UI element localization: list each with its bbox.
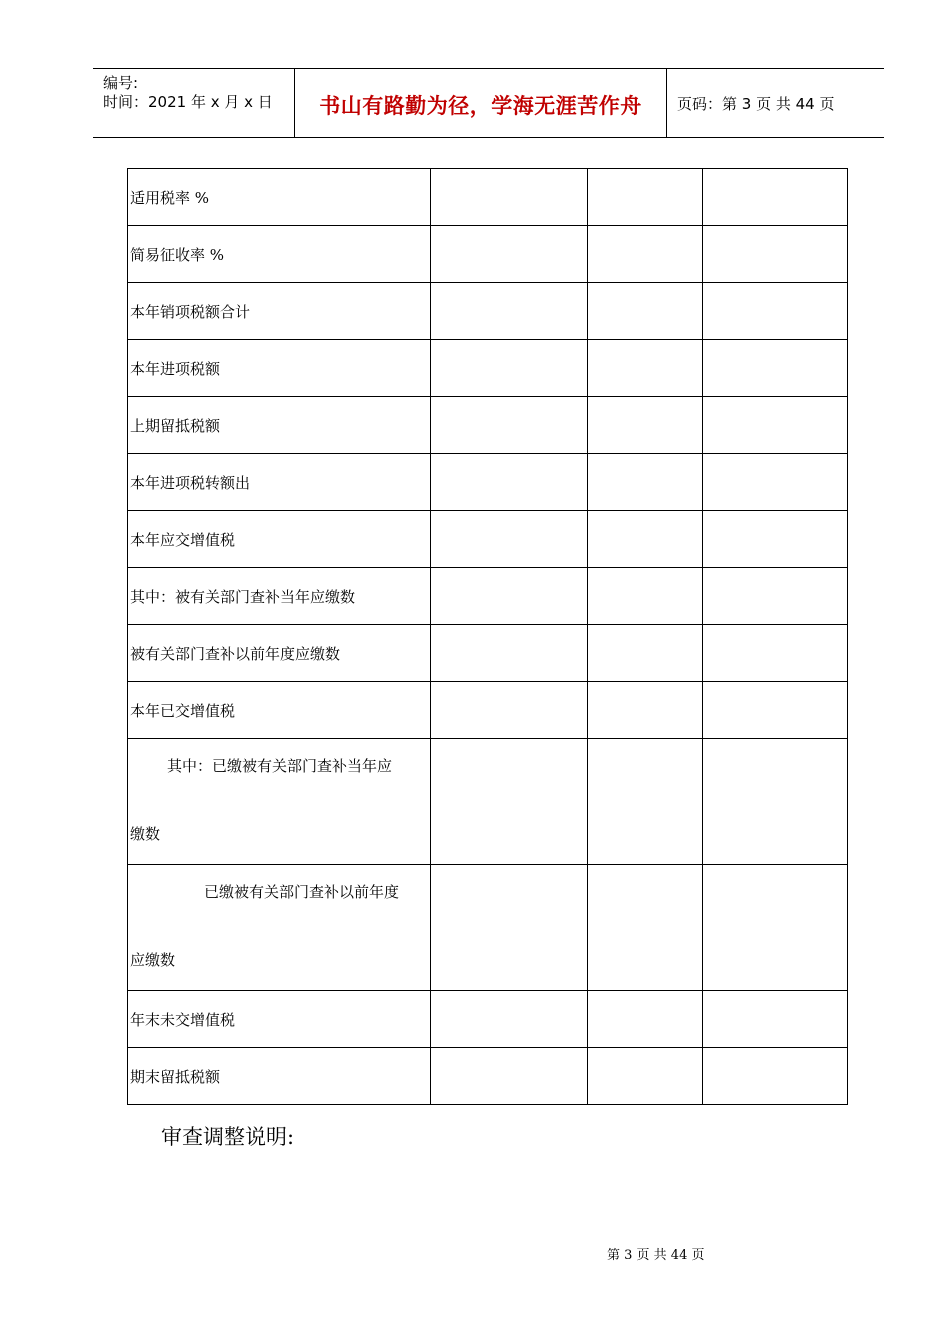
table-row (128, 568, 848, 625)
table-row (128, 454, 848, 511)
value-cell[interactable] (588, 568, 703, 625)
header-motto-cell (295, 69, 667, 137)
value-cell[interactable] (703, 1048, 848, 1105)
serial-label: 编号: (103, 74, 139, 92)
value-cell[interactable] (588, 283, 703, 340)
value-cell[interactable] (431, 397, 588, 454)
table-row (128, 511, 848, 568)
value-cell[interactable] (588, 865, 703, 991)
value-cell[interactable] (703, 568, 848, 625)
value-cell[interactable] (588, 169, 703, 226)
value-cell[interactable] (703, 625, 848, 682)
value-cell[interactable] (431, 739, 588, 865)
row-label: 本年进项税转额出 (128, 454, 431, 511)
value-cell[interactable] (588, 1048, 703, 1105)
value-cell[interactable] (703, 454, 848, 511)
table-row (128, 739, 848, 865)
value-cell[interactable] (588, 511, 703, 568)
vat-review-table (127, 168, 848, 1105)
row-label-line1: 已缴被有关部门查补以前年度 (204, 883, 400, 901)
row-label-multiline (128, 865, 431, 991)
value-cell[interactable] (588, 682, 703, 739)
value-cell[interactable] (431, 568, 588, 625)
row-label: 本年销项税额合计 (128, 283, 431, 340)
table-row (128, 226, 848, 283)
table-row (128, 682, 848, 739)
table-row (128, 625, 848, 682)
row-label: 适用税率 % (128, 169, 431, 226)
value-cell[interactable] (431, 682, 588, 739)
value-cell[interactable] (588, 397, 703, 454)
header-left-cell (93, 69, 295, 137)
value-cell[interactable] (703, 682, 848, 739)
value-cell[interactable] (588, 991, 703, 1048)
value-cell[interactable] (431, 283, 588, 340)
value-cell[interactable] (703, 865, 848, 991)
value-cell[interactable] (588, 625, 703, 682)
page-header (93, 68, 884, 138)
value-cell[interactable] (431, 625, 588, 682)
value-cell[interactable] (588, 454, 703, 511)
row-label: 本年进项税额 (128, 340, 431, 397)
value-cell[interactable] (703, 283, 848, 340)
value-cell[interactable] (703, 169, 848, 226)
time-label: 时间：2021 年 x 月 x 日 (103, 93, 273, 111)
row-label: 期末留抵税额 (128, 1048, 431, 1105)
value-cell[interactable] (431, 340, 588, 397)
value-cell[interactable] (431, 865, 588, 991)
value-cell[interactable] (703, 739, 848, 865)
header-page-cell (667, 69, 884, 137)
value-cell[interactable] (431, 1048, 588, 1105)
row-label: 被有关部门查补以前年度应缴数 (128, 625, 431, 682)
value-cell[interactable] (431, 511, 588, 568)
motto: 书山有路勤为径，学海无涯苦作舟 (319, 94, 642, 118)
value-cell[interactable] (588, 340, 703, 397)
table-row (128, 1048, 848, 1105)
value-cell[interactable] (431, 226, 588, 283)
table-row (128, 340, 848, 397)
row-label: 本年已交增值税 (128, 682, 431, 739)
page-info: 页码：第 3 页 共 44 页 (677, 95, 835, 113)
value-cell[interactable] (703, 397, 848, 454)
page-footer: 第 3 页 共 44 页 (607, 1248, 705, 1263)
value-cell[interactable] (431, 454, 588, 511)
row-label: 其中：被有关部门查补当年应缴数 (128, 568, 431, 625)
value-cell[interactable] (431, 991, 588, 1048)
row-label-line1: 其中：已缴被有关部门查补当年应 (167, 757, 393, 775)
row-label: 本年应交增值税 (128, 511, 431, 568)
table-row (128, 169, 848, 226)
value-cell[interactable] (703, 226, 848, 283)
table-row (128, 991, 848, 1048)
value-cell[interactable] (588, 739, 703, 865)
row-label-multiline (128, 739, 431, 865)
row-label-line2: 缴数 (130, 825, 161, 843)
value-cell[interactable] (431, 169, 588, 226)
review-note-heading: 审查调整说明: (161, 1125, 295, 1149)
value-cell[interactable] (703, 340, 848, 397)
value-cell[interactable] (588, 226, 703, 283)
table-row (128, 397, 848, 454)
table-row (128, 283, 848, 340)
value-cell[interactable] (703, 511, 848, 568)
row-label: 简易征收率 % (128, 226, 431, 283)
row-label: 年末未交增值税 (128, 991, 431, 1048)
row-label-line2: 应缴数 (130, 951, 176, 969)
table-row (128, 865, 848, 991)
row-label: 上期留抵税额 (128, 397, 431, 454)
value-cell[interactable] (703, 991, 848, 1048)
